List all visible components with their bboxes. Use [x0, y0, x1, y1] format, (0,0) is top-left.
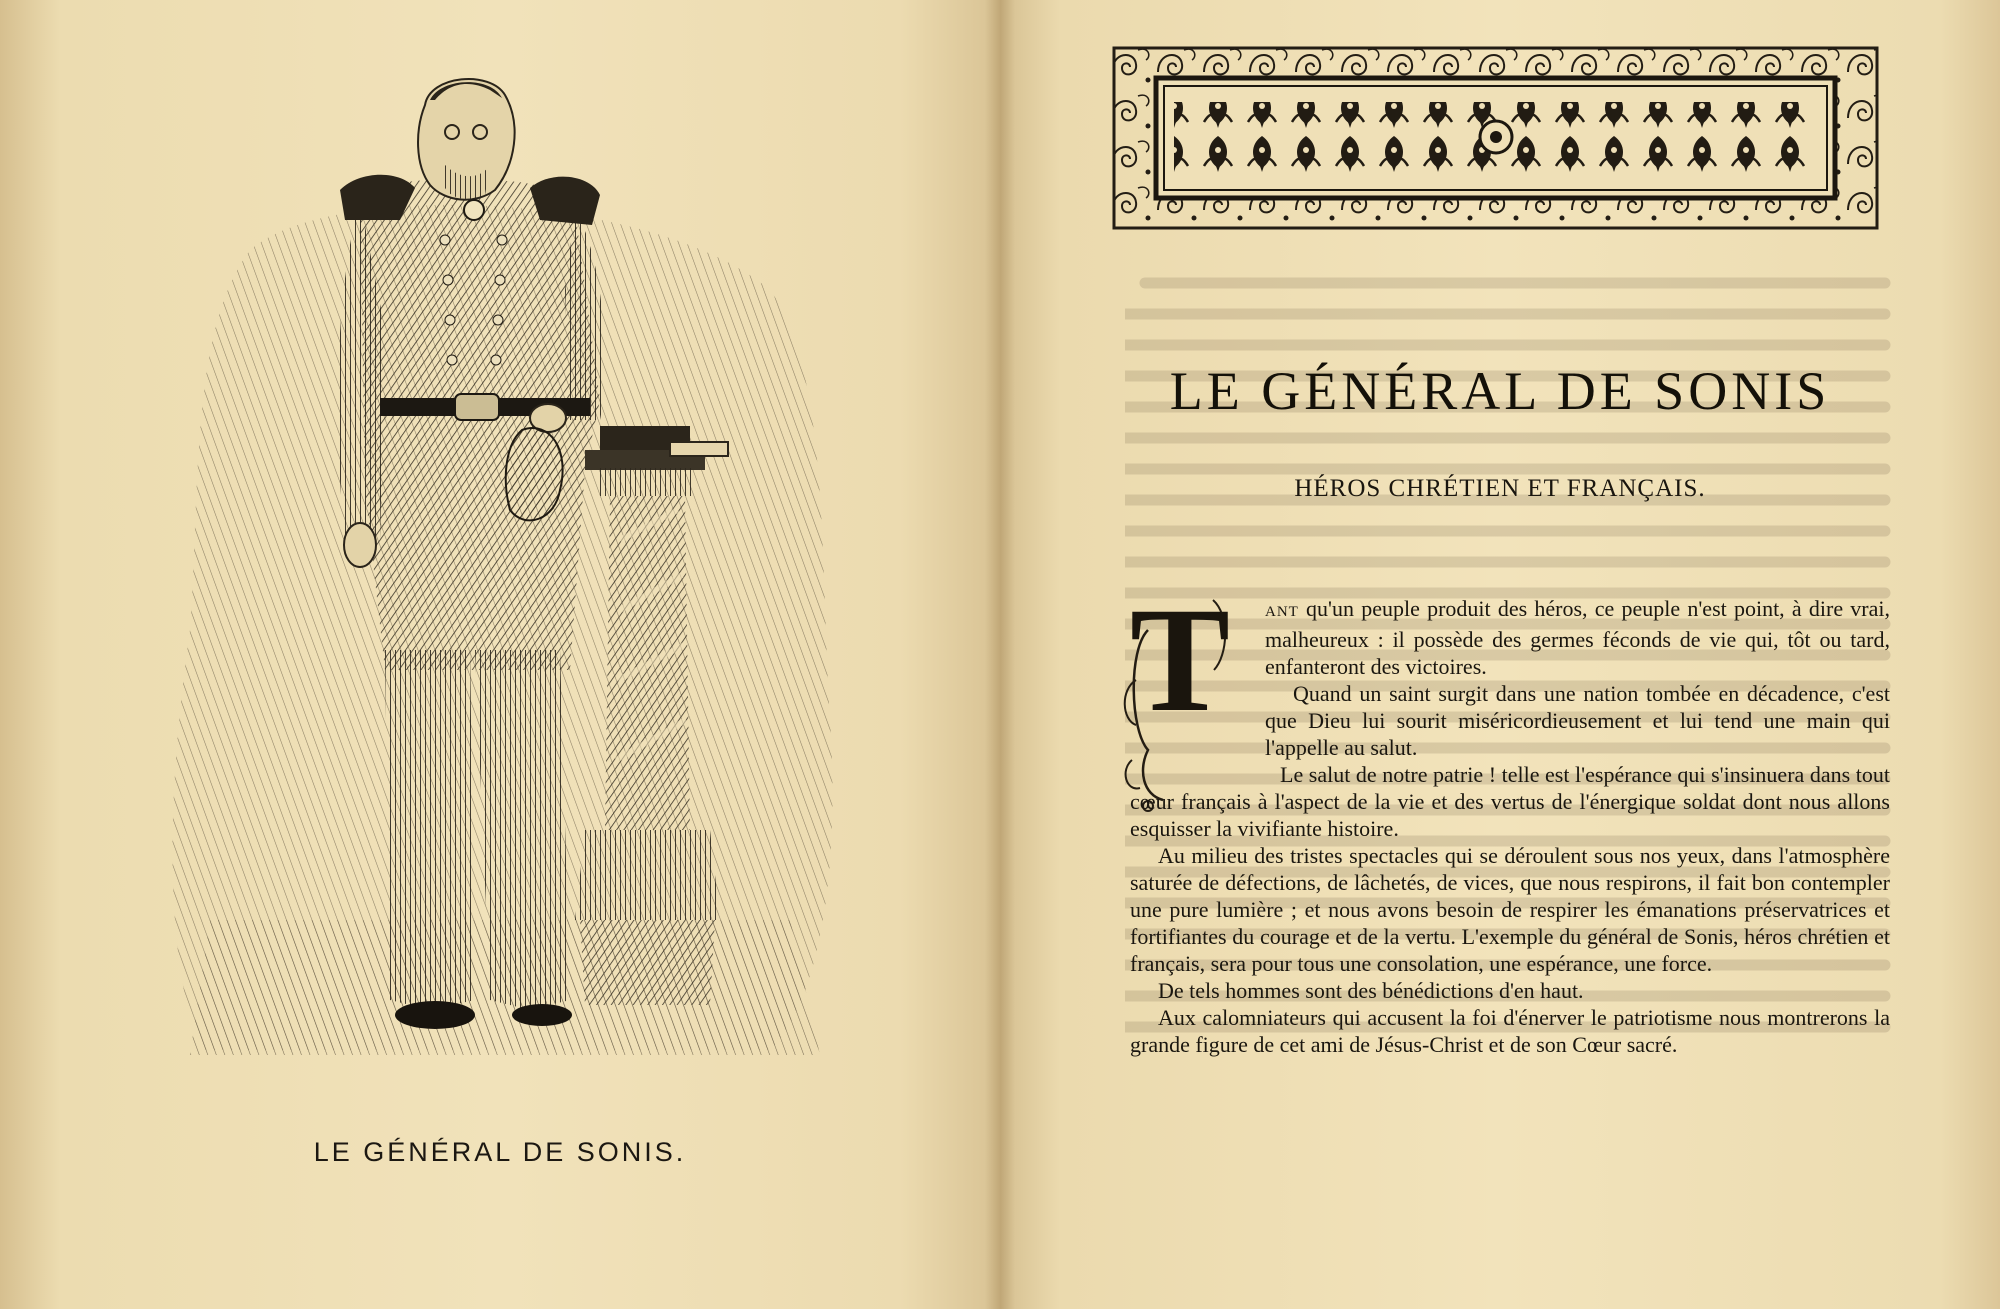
- general-portrait-engraving: [130, 70, 870, 1110]
- paragraph-4: Au milieu des tristes spectacles qui se déroulent sous nos yeux, dans l'atmosphère saturée de défections, de lâchetés, de vices, que nous respirons, il fait bon contempler une pure lumière ; et nous avons besoin de respirer les émanations préservatrices et fortifiantes du courage et de la vertu. L'exemple du général de Sonis, héros chrétien et français, sera pour tous une consolation, une espérance, une force.: [1130, 843, 1890, 976]
- chapter-subtitle: HÉROS CHRÉTIEN ET FRANÇAIS.: [1294, 475, 1706, 502]
- paragraph-5: De tels hommes sont des bénédictions d'en haut.: [1158, 978, 1584, 1003]
- paragraph-6: Aux calomniateurs qui accusent la foi d'énerver le patriotisme nous montrerons la grande figure de cet ami de Jésus-Christ et de son Cœur sacré.: [1130, 1005, 1890, 1057]
- paragraph-1: [1265, 595, 1890, 680]
- first-word-smallcaps: ANT: [1265, 604, 1299, 620]
- ornamental-headpiece: [1108, 42, 1883, 234]
- dropcap-letter: T: [1129, 577, 1231, 743]
- chapter-title: LE GÉNÉRAL DE SONIS: [1169, 361, 1831, 421]
- book-gutter: [985, 0, 1015, 1309]
- paragraph-3: Le salut de notre patrie ! telle est l'espérance qui s'insinuera dans tout cœur français à l'aspect de la vie et des vertus de l'énergique soldat dont nous allons esquisser la vivifiante histoire.: [1130, 762, 1890, 841]
- paragraph-1-text: qu'un peuple produit des héros, ce peuple n'est point, à dire vrai, malheureux : il possède des germes féconds de vie qui, tôt ou tard, enfanteront des victoires.: [1265, 596, 1890, 679]
- portrait-caption: LE GÉNÉRAL DE SONIS.: [313, 1137, 687, 1167]
- paragraph-2: Quand un saint surgit dans une nation tombée en décadence, c'est que Dieu lui sourit miséricordieusement et lui tend une main qui l'appelle au salut.: [1265, 681, 1890, 760]
- body-text: [1130, 595, 1890, 1058]
